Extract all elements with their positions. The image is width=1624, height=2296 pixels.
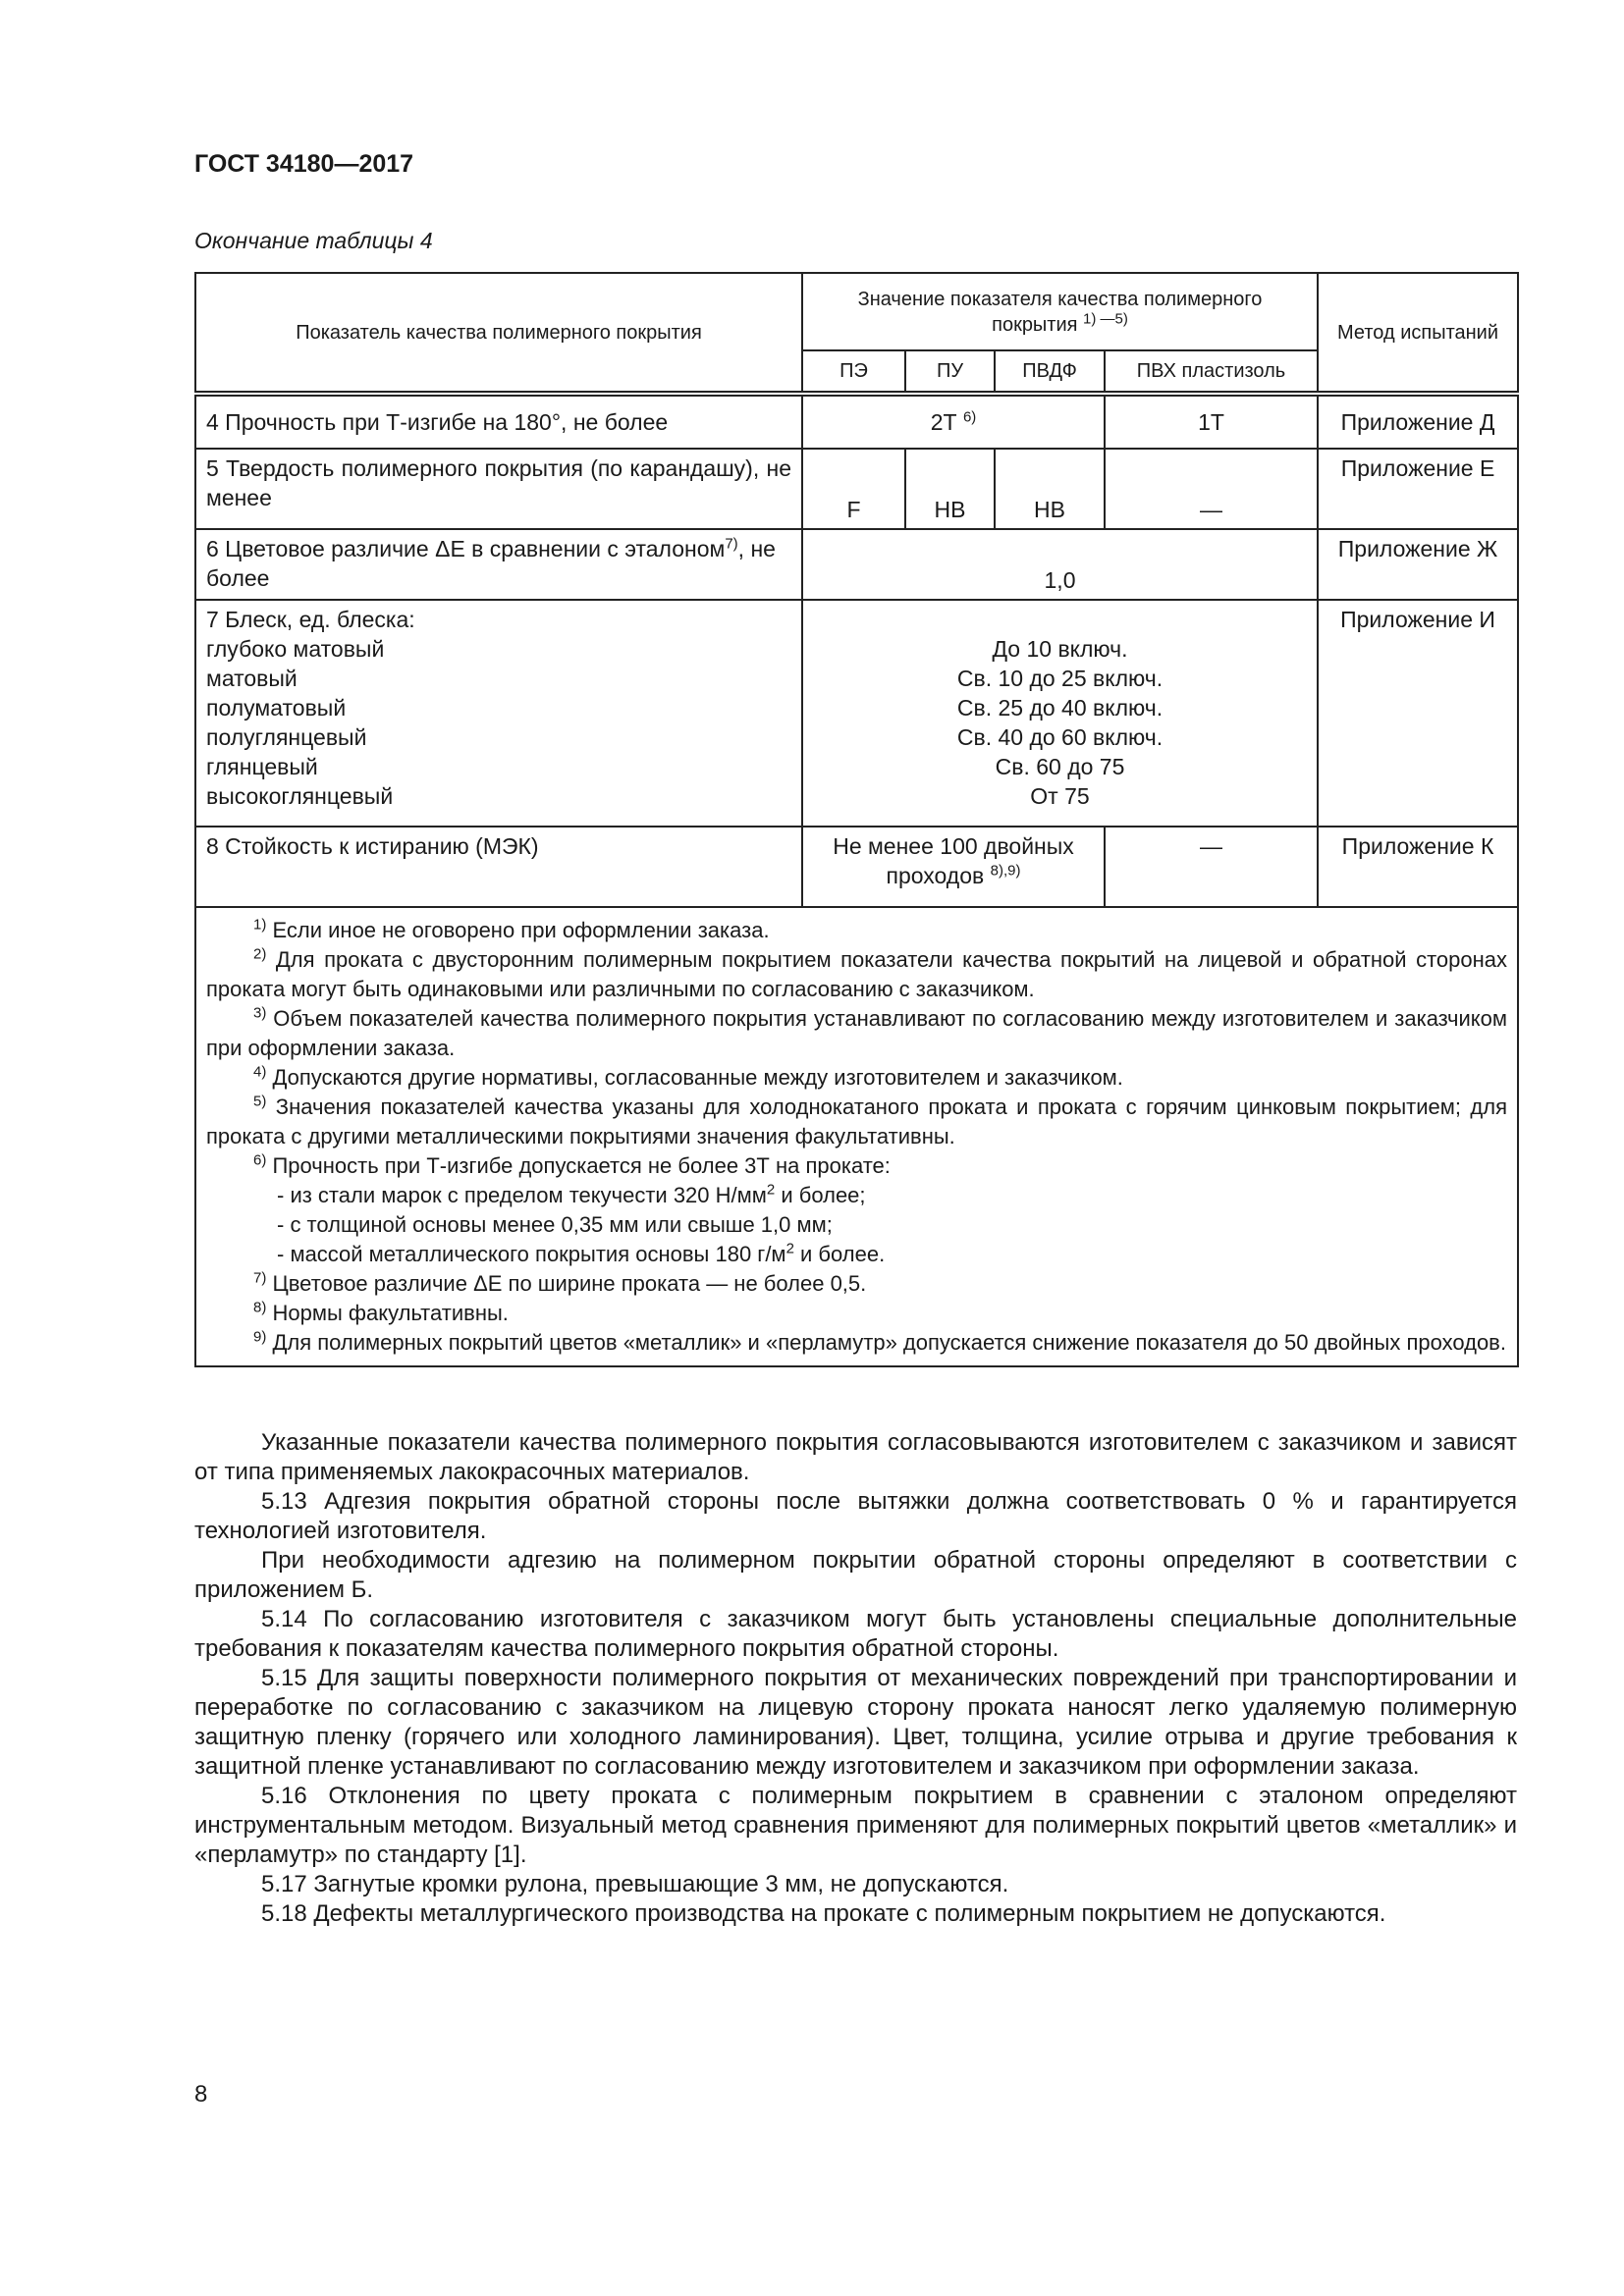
footnote-item: - с толщиной основы менее 0,35 мм или свыше 1,0 мм; — [277, 1212, 833, 1237]
footnote: $^{1)}$ Если иное не оговорено при оформлении заказа. — [253, 916, 770, 942]
footnote: $^{9)}$ Для полимерных покрытий цветов «металлик» и «перламутр» допускается снижение показателя до 50 двойных проходов. — [253, 1328, 1506, 1355]
footnote: $^{4)}$ Допускаются другие нормативы, согласованные между изготовителем и заказчиком. — [253, 1063, 1123, 1090]
paragraph: 5.16 Отклонения по цвету проката с полимерным покрытием в сравнении с эталоном определяют инструментальным методом. Визуальный метод сравнения применяют для полимерных покрытий цветов «металлик» и «перламутр» по стандарту [1]. — [194, 1783, 1517, 1868]
paragraph: 5.14 По согласованию изготовителя с заказчиком могут быть установлены специальные дополнительные требования к показателям качества полимерного покрытия обратной стороны. — [194, 1606, 1517, 1662]
paragraph: 5.13 Адгезия покрытия обратной стороны после вытяжки должна соответствовать 0 % и гарантируется технологией изготовителя. — [194, 1488, 1517, 1544]
header-pu: ПУ — [905, 350, 995, 394]
footnote-item: - из стали марок с пределом текучести 320 $Н/мм^2$ и более; — [277, 1181, 866, 1207]
paragraph: 5.15 Для защиты поверхности полимерного покрытия от механических повреждений при транспортировании и переработке по согласованию с заказчиком на лицевую сторону проката наносят легко удаляемую полимерную защитную пленку (горячего или холодного ламинирования). Цвет, толщина, усилие отрыва и другие требования к защитной пленке устанавливают по согласованию между изготовителем и заказчиком при оформлении заказа. — [194, 1665, 1517, 1780]
footnote: $^{7)}$ Цветовое различие ΔE по ширине проката — не более 0,5. — [253, 1269, 867, 1296]
table-row: 8 Стойкость к истиранию (МЭК) Не менее 100 двойных проходов $^{8),9)}$ — Приложение К — [195, 827, 1518, 907]
footnote-item: - массой металлического покрытия основы 180 $г/м^2$ и более. — [277, 1240, 886, 1266]
table-row: 4 Прочность при Т-изгибе на 180°, не более 2Т $^{6)}$ 1Т Приложение Д — [195, 394, 1518, 449]
footnote: $^{6)}$ Прочность при Т-изгибе допускается не более 3Т на прокате: — [253, 1151, 891, 1178]
footnote: $^{2)}$ Для проката с двусторонним полимерным покрытием показатели качества покрытий на лицевой и обратной сторонах проката могут быть одинаковыми или различными по согласованию с заказчиком. — [206, 945, 1508, 1001]
header-pe: ПЭ — [802, 350, 905, 394]
footnote: $^{8)}$ Нормы факультативны. — [253, 1299, 509, 1325]
table-row: 5 Твердость полимерного покрытия (по карандашу), не менее F HB HB — Приложение Е — [195, 449, 1518, 529]
page-number: 8 — [194, 2081, 208, 2108]
table-row: 7 Блеск, ед. блеска: глубоко матовый матовый полуматовый полуглянцевый глянцевый высокоглянцевый До 10 включ. Св. 10 до 25 включ. Св. 25 до 40 включ. Св. 40 до 60 включ. Св. 60 до 75 От 75 Приложение И — [195, 600, 1518, 827]
footnote: $^{3)}$ Объем показателей качества полимерного покрытия устанавливают по согласованию между изготовителем и заказчиком при оформлении заказа. — [206, 1004, 1508, 1060]
quality-table — [194, 272, 1519, 1367]
header-value: Значение показателя качества полимерного покрытия $^{1) —5)}$ — [802, 273, 1318, 350]
paragraph: Указанные показатели качества полимерного покрытия согласовываются изготовителем с заказчиком и зависят от типа применяемых лакокрасочных материалов. — [194, 1429, 1517, 1485]
header-method: Метод испытаний — [1318, 273, 1518, 394]
document-title: ГОСТ 34180—2017 — [194, 150, 414, 178]
table-caption: Окончание таблицы 4 — [194, 228, 433, 253]
body-text — [194, 1428, 1517, 1929]
table-row: 6 Цветовое различие ΔE в сравнении с эталоном$^{7)}$, не более 1,0 Приложение Ж — [195, 529, 1518, 600]
table-footnotes — [195, 907, 1518, 1366]
footnote: $^{5)}$ Значения показателей качества указаны для холоднокатаного проката и проката с горячим цинковым покрытием; для проката с другими металлическими покрытиями значения факультативны. — [206, 1093, 1508, 1148]
header-indicator: Показатель качества полимерного покрытия — [195, 273, 802, 394]
paragraph: 5.17 Загнутые кромки рулона, превышающие 3 мм, не допускаются. — [261, 1871, 1009, 1897]
paragraph: 5.18 Дефекты металлургического производства на прокате с полимерным покрытием не допускаются. — [261, 1900, 1386, 1927]
header-pvc: ПВХ пластизоль — [1105, 350, 1318, 394]
paragraph: При необходимости адгезию на полимерном покрытии обратной стороны определяют в соответствии с приложением Б. — [194, 1547, 1517, 1603]
header-pvdf: ПВДФ — [995, 350, 1105, 394]
